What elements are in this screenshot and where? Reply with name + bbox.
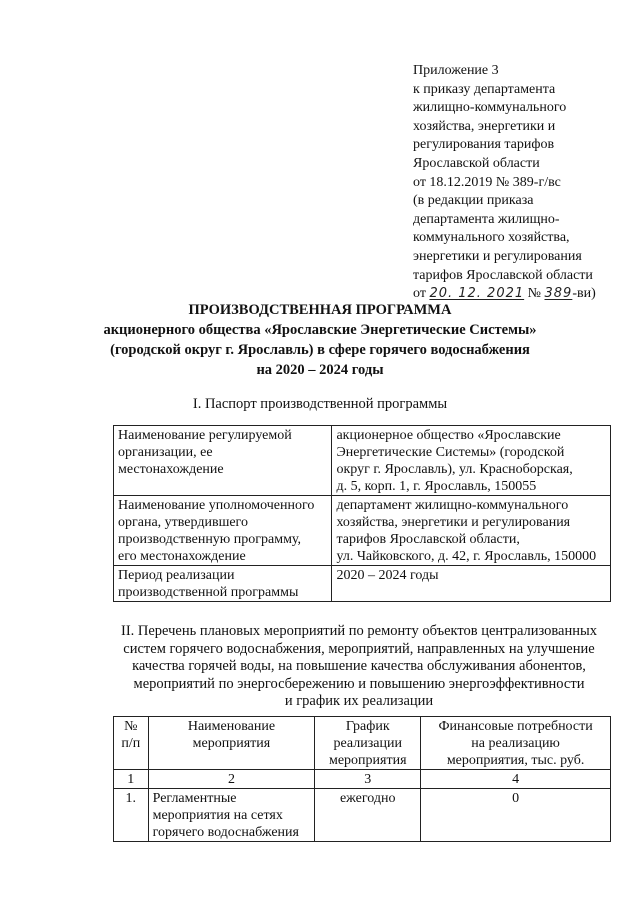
passport-label-cell <box>114 426 332 496</box>
cell-line: Наименование <box>187 719 276 734</box>
handwritten-number: 389 <box>544 286 573 302</box>
cell-line: на реализацию <box>471 736 560 751</box>
column-number: 2 <box>148 770 315 789</box>
column-header-number <box>114 717 149 770</box>
cell-line: органа, утвердившего <box>118 515 248 530</box>
cell-line: мероприятия <box>328 753 407 768</box>
finance-cell: 0 <box>421 789 611 842</box>
cell-line: Наименование регулируемой <box>118 428 292 443</box>
table-row <box>114 566 611 602</box>
cell-line: № <box>124 719 138 734</box>
appendix-line: тарифов Ярославской области <box>413 267 593 283</box>
cell-line: хозяйства, энергетики и регулирования <box>336 515 571 530</box>
cell-line: Регламентные <box>152 791 237 806</box>
cell-line: График <box>345 719 390 734</box>
column-number: 4 <box>421 770 611 789</box>
heading-line: и график их реализации <box>284 693 434 710</box>
appendix-block <box>413 62 633 304</box>
table-row <box>114 426 611 496</box>
cell-line: местонахождение <box>118 462 224 477</box>
row-number: 1. <box>114 789 149 842</box>
heading-line: II. Перечень плановых мероприятий по ремонту объектов централизованных <box>120 623 598 639</box>
appendix-line: от 18.12.2019 № 389-г/вс <box>413 174 561 190</box>
section2-heading <box>100 623 618 711</box>
heading-line: систем горячего водоснабжения, мероприятий, направленных на улучшение <box>123 640 595 657</box>
amendment-suffix: -ви) <box>572 286 596 302</box>
appendix-line: департамента жилищно- <box>413 211 560 227</box>
cell-line: 2020 – 2024 годы <box>336 568 439 583</box>
column-number: 1 <box>114 770 149 789</box>
cell-line: реализации <box>333 736 402 751</box>
appendix-line: жилищно-коммунального <box>413 100 567 116</box>
document-title <box>40 300 600 380</box>
cell-line: мероприятия <box>192 736 271 751</box>
amendment-prefix: от <box>413 286 426 302</box>
column-header-schedule <box>315 717 421 770</box>
appendix-line: Приложение 3 <box>413 63 499 78</box>
schedule-cell: ежегодно <box>315 789 421 842</box>
column-number: 3 <box>315 770 421 789</box>
cell-line: организации, ее <box>118 445 213 460</box>
cell-line: п/п <box>121 736 141 751</box>
cell-line: мероприятия на сетях <box>152 808 283 823</box>
passport-label-cell <box>114 496 332 566</box>
cell-line: д. 5, корп. 1, г. Ярославль, 150055 <box>336 479 537 494</box>
table-header-row <box>114 717 611 770</box>
heading-line: мероприятий по энергосбережению и повышению энергоэффективности <box>133 675 585 692</box>
section1-heading: I. Паспорт производственной программы <box>192 396 448 412</box>
appendix-line: энергетики и регулирования <box>413 248 582 264</box>
passport-label-cell <box>114 566 332 602</box>
title-line: ПРОИЗВОДСТВЕННАЯ ПРОГРАММА <box>188 302 452 318</box>
appendix-line: к приказу департамента <box>413 81 556 97</box>
cell-line: округ г. Ярославль), ул. Красноборская, <box>336 462 573 477</box>
title-line: (городской округ г. Ярославль) в сфере горячего водоснабжения <box>110 342 530 358</box>
event-name-cell <box>148 789 315 842</box>
appendix-line: Ярославской области <box>413 155 540 171</box>
cell-line: департамент жилищно-коммунального <box>336 498 569 513</box>
column-header-finance <box>421 717 611 770</box>
table-row <box>114 496 611 566</box>
passport-value-cell <box>332 426 611 496</box>
appendix-line: коммунального хозяйства, <box>413 230 570 246</box>
cell-line: Финансовые потребности <box>438 719 593 734</box>
title-line: на 2020 – 2024 годы <box>256 362 384 378</box>
cell-line: его местонахождение <box>118 549 246 564</box>
passport-value-cell <box>332 496 611 566</box>
events-table <box>113 716 611 842</box>
cell-line: Энергетические Системы» (городской <box>336 445 565 460</box>
appendix-line: (в редакции приказа <box>413 193 534 209</box>
cell-line: акционерное общество «Ярославские <box>336 428 561 443</box>
passport-table <box>113 425 611 602</box>
handwritten-date: 20. 12. 2021 <box>429 286 525 302</box>
cell-line: горячего водоснабжения <box>152 825 299 840</box>
cell-line: мероприятия, тыс. руб. <box>446 753 585 768</box>
appendix-line: хозяйства, энергетики и <box>413 118 556 134</box>
column-numbers-row <box>114 770 611 789</box>
cell-line: производственной программы <box>118 585 299 600</box>
title-line: акционерного общества «Ярославские Энергетические Системы» <box>103 322 537 338</box>
appendix-line: регулирования тарифов <box>413 137 555 153</box>
cell-line: производственную программу, <box>118 532 302 547</box>
cell-line: Наименование уполномоченного <box>118 498 315 513</box>
amendment-number-label: № <box>527 286 541 302</box>
table-row <box>114 789 611 842</box>
passport-value-cell <box>332 566 611 602</box>
cell-line: тарифов Ярославской области, <box>336 532 520 547</box>
column-header-name <box>148 717 315 770</box>
cell-line: Период реализации <box>118 568 235 583</box>
cell-line: ул. Чайковского, д. 42, г. Ярославль, 150000 <box>336 549 597 564</box>
heading-line: качества горячей воды, на повышение качества обслуживания абонентов, <box>132 658 586 675</box>
